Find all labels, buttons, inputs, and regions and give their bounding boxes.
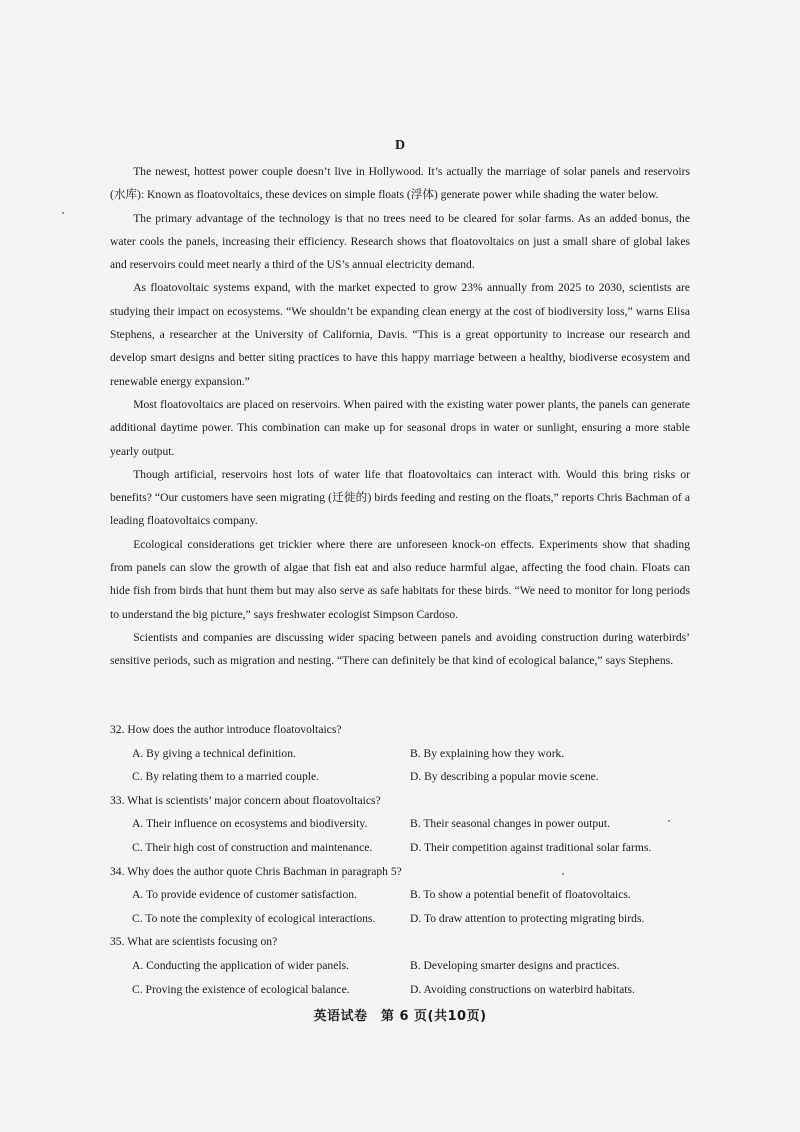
question-list [110, 718, 690, 1001]
question-stem: 32. How does the author introduce floatovoltaics? [110, 723, 342, 736]
question-34 [110, 860, 690, 931]
option-grid [110, 954, 690, 1001]
option-grid [110, 742, 690, 789]
paragraph-2: The primary advantage of the technology is that no trees need to be cleared for solar farms. As an added bonus, the water cools the panels, increasing their efficiency. Research shows that floatovoltaics on just a small share of global lakes and reservoirs could meet nearly a third of the US’s annual electricity demand. [110, 211, 690, 272]
option-d: D. To draw attention to protecting migrating birds. [410, 911, 645, 925]
option-a: A. To provide evidence of customer satisfaction. [132, 888, 357, 902]
option-d: D. By describing a popular movie scene. [410, 770, 599, 784]
option-b: B. Developing smarter designs and practices. [410, 958, 620, 972]
question-stem: 34. Why does the author quote Chris Bachman in paragraph 5? [110, 864, 402, 878]
paragraph-3: As floatovoltaic systems expand, with the market expected to grow 23% annually from 2025 to 2030, scientists are studying their impact on ecosystems. “We shouldn’t be expanding clean energy at the cost of biodiversity loss,” warns Elisa Stephens, a researcher at the University of California, Davis. “This is a great opportunity to increase our research and develop smart designs and better siting practices to have this happy marriage between a healthy, biodiverse ecosystem and renewable energy expansion.” [110, 281, 690, 388]
paragraph-1: The newest, hottest power couple doesn’t live in Hollywood. It’s actually the marriage of solar panels and reservoirs (水库): Known as floatovoltaics, these devices on simple floats (浮体) generate power while shading the water below. [110, 165, 690, 202]
option-a: A. By giving a technical definition. [132, 746, 296, 760]
question-stem: 33. What is scientists’ major concern about floatovoltaics? [110, 793, 381, 807]
option-b: B. To show a potential benefit of floatovoltaics. [410, 888, 631, 902]
scan-speck [562, 873, 564, 875]
option-b: B. By explaining how they work. [410, 746, 565, 760]
option-c: C. By relating them to a married couple. [132, 770, 320, 784]
section-label: D [394, 138, 406, 153]
paragraph-6: Ecological considerations get trickier where there are unforeseen knock-on effects. Experiments show that shading from panels can slow the growth of algae that fish eat and also reduce harmful algae, affecting the food chain. Floats can hide fish from birds that hunt them but may also serve as safe habitats for these birds. “We need to monitor for long periods to understand the big picture,” says freshwater ecologist Simpson Cardoso. [110, 537, 690, 621]
scan-speck [62, 212, 64, 214]
option-d: D. Their competition against traditional solar farms. [410, 840, 652, 854]
option-a: A. Their influence on ecosystems and biodiversity. [132, 817, 368, 831]
paragraph-5: Though artificial, reservoirs host lots of water life that floatovoltaics can interact with. Would this bring risks or benefits? “Our customers have seen migrating (迁徙的) birds feeding and resting on the floats,” reports Chris Bachman of a leading floatovoltaics company. [110, 467, 690, 528]
paragraph-4: Most floatovoltaics are placed on reservoirs. When paired with the existing water power plants, the panels can generate additional daytime power. This combination can make up for seasonal drops in water or sunlight, ensuring a more stable yearly output. [110, 397, 690, 458]
option-grid [110, 812, 690, 859]
question-32 [110, 718, 690, 789]
page-footer: 英语试卷 第 6 页(共10页) [313, 1009, 487, 1024]
question-33 [110, 789, 690, 860]
option-c: C. Proving the existence of ecological balance. [132, 982, 350, 996]
option-grid [110, 883, 690, 930]
paragraph-7: Scientists and companies are discussing wider spacing between panels and avoiding construction during waterbirds’ sensitive periods, such as migration and nesting. “There can definitely be that kind of ecological balance,” says Stephens. [110, 630, 690, 668]
option-c: C. Their high cost of construction and maintenance. [132, 840, 373, 854]
option-a: A. Conducting the application of wider panels. [132, 958, 350, 972]
reading-passage [110, 160, 690, 673]
question-stem: 35. What are scientists focusing on? [110, 935, 278, 949]
scan-speck [668, 820, 670, 822]
option-b: B. Their seasonal changes in power output. [410, 817, 611, 831]
option-c: C. To note the complexity of ecological interactions. [132, 911, 376, 925]
question-35 [110, 930, 690, 1001]
option-d: D. Avoiding constructions on waterbird habitats. [410, 982, 635, 996]
